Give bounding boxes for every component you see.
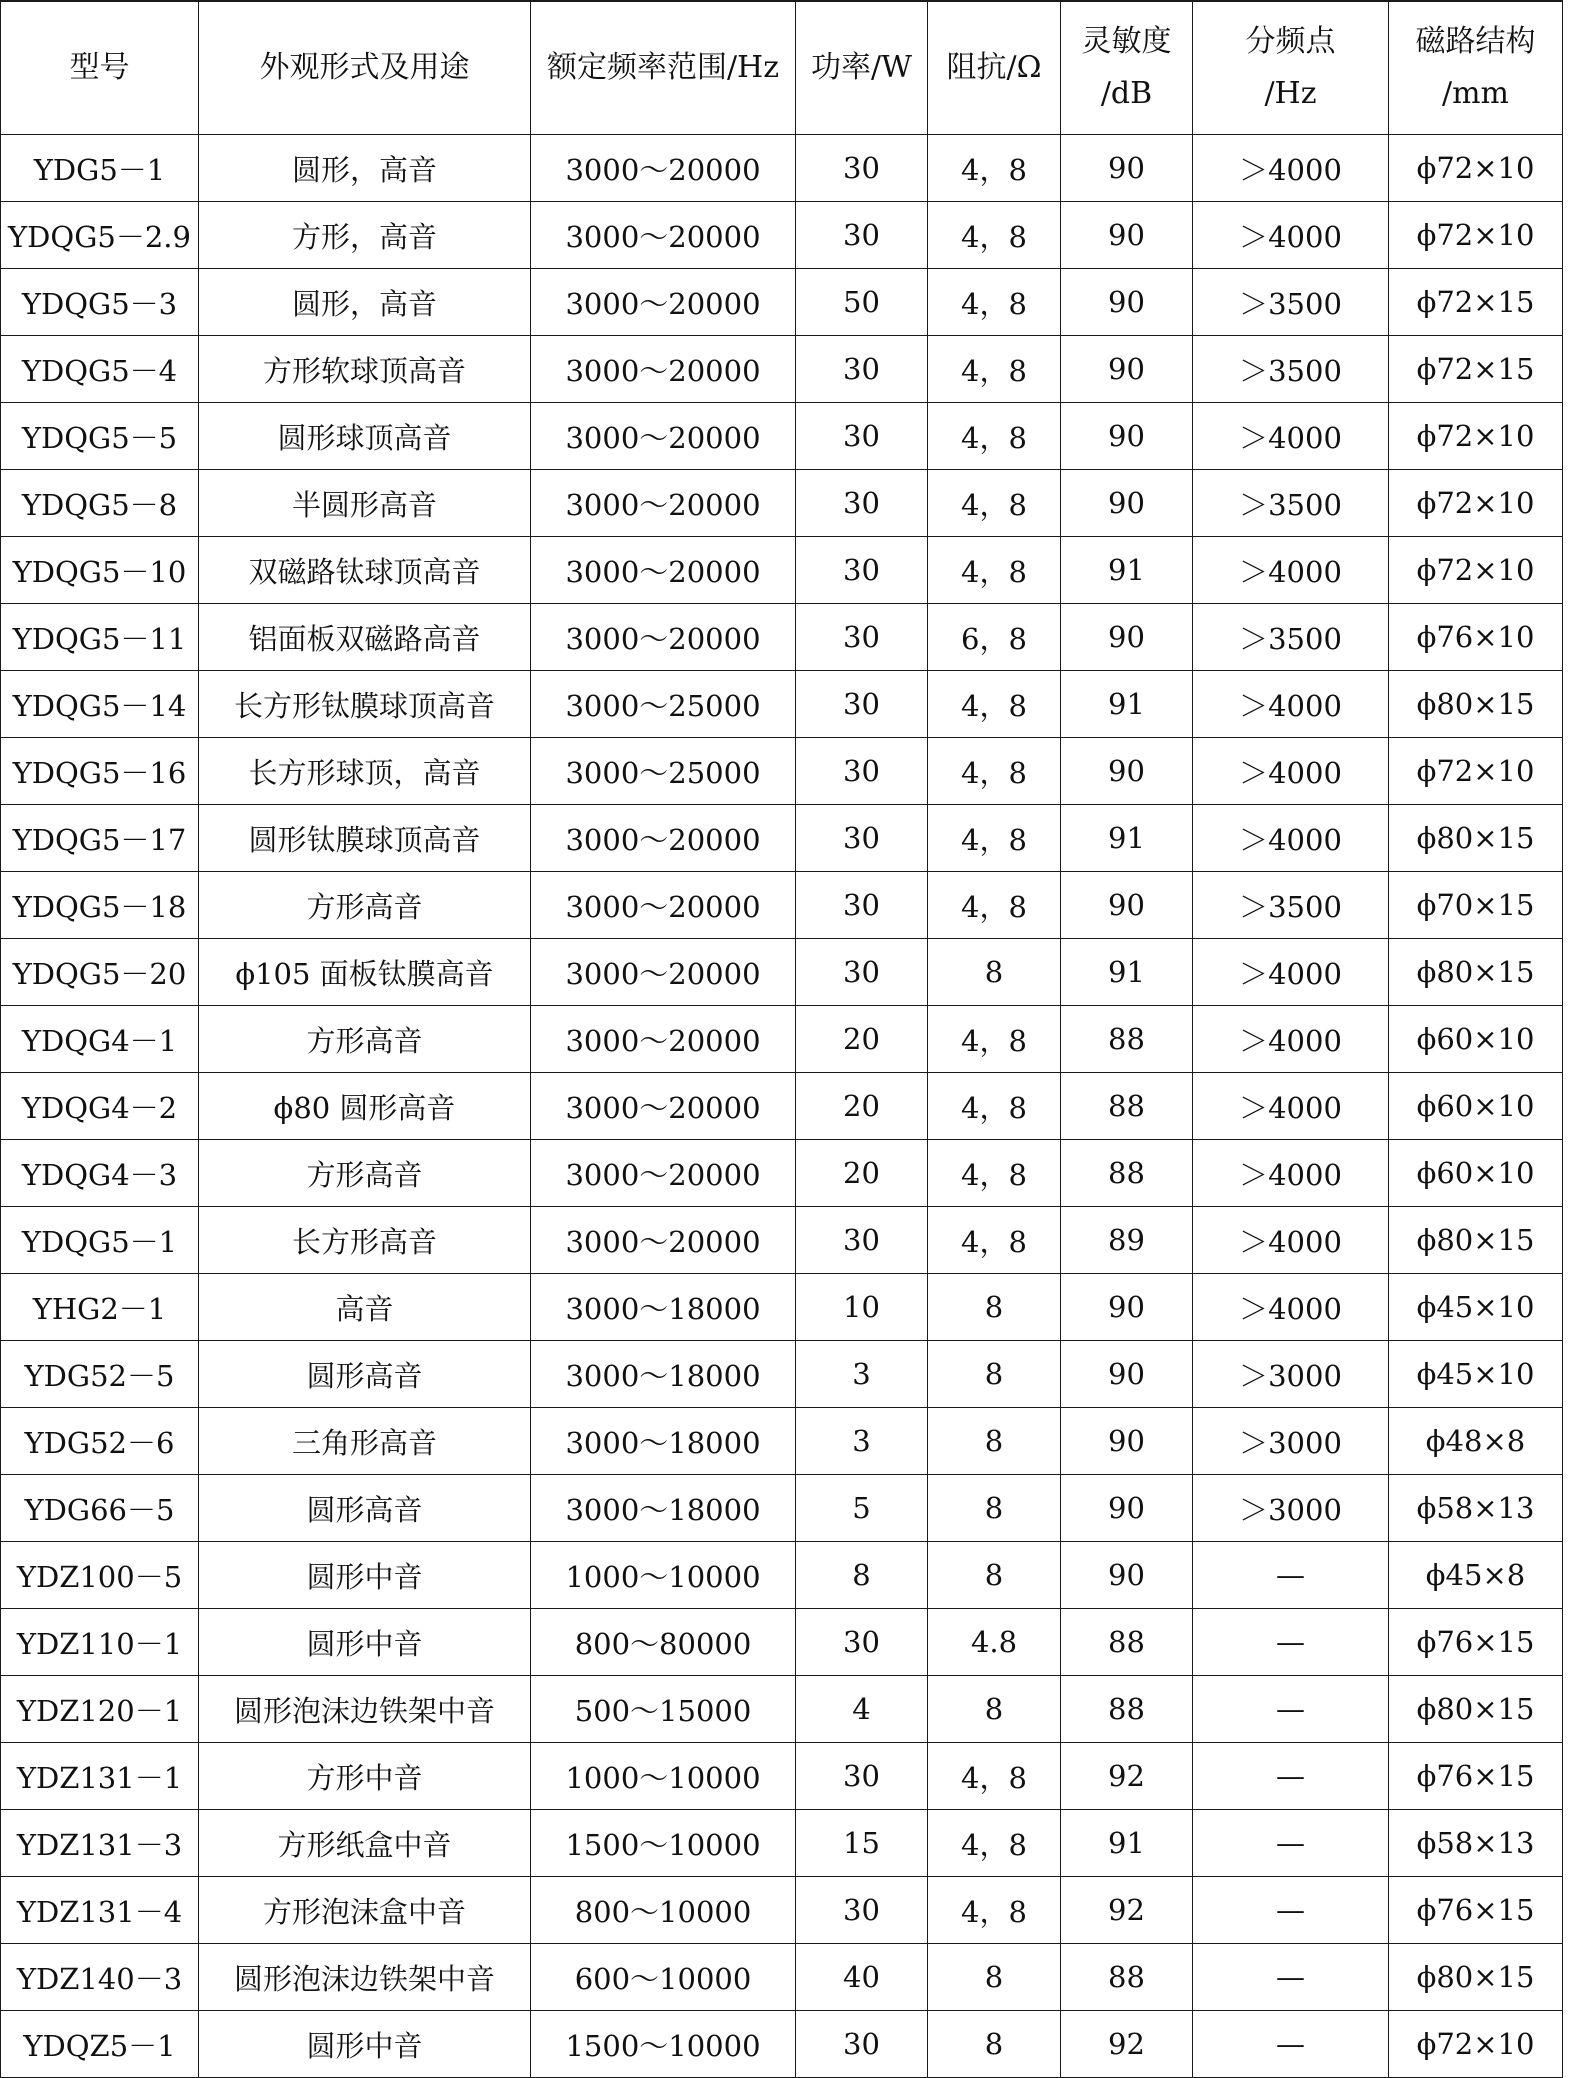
cell-impedance: 4，8 (928, 403, 1061, 470)
cell-model: YDG52－5 (1, 1341, 199, 1408)
cell-freq-range: 1000～10000 (531, 1743, 796, 1810)
cell-form-use: 半圆形高音 (199, 470, 531, 537)
cell-sensitivity: 91 (1061, 671, 1193, 738)
cell-form-use: 长方形球顶，高音 (199, 738, 531, 805)
cell-impedance: 4，8 (928, 336, 1061, 403)
cell-crossover: ＞3500 (1193, 604, 1389, 671)
cell-crossover: ＞3500 (1193, 269, 1389, 336)
table-row (1, 470, 1563, 537)
cell-crossover: ＞4000 (1193, 135, 1389, 202)
cell-power: 20 (796, 1006, 928, 1073)
cell-sensitivity: 90 (1061, 738, 1193, 805)
cell-magnet: ϕ72×10 (1389, 403, 1563, 470)
cell-crossover: ＞3000 (1193, 1408, 1389, 1475)
cell-model: YDQG5－5 (1, 403, 199, 470)
cell-impedance: 8 (928, 1274, 1061, 1341)
cell-sensitivity: 90 (1061, 1408, 1193, 1475)
cell-form-use: 方形中音 (199, 1743, 531, 1810)
cell-model: YDG66－5 (1, 1475, 199, 1542)
cell-freq-range: 3000～20000 (531, 537, 796, 604)
cell-freq-range: 3000～25000 (531, 738, 796, 805)
cell-power: 30 (796, 1877, 928, 1944)
cell-form-use: 铝面板双磁路高音 (199, 604, 531, 671)
cell-freq-range: 3000～20000 (531, 269, 796, 336)
cell-magnet: ϕ72×15 (1389, 269, 1563, 336)
cell-sensitivity: 91 (1061, 537, 1193, 604)
cell-freq-range: 3000～20000 (531, 1207, 796, 1274)
cell-power: 15 (796, 1810, 928, 1877)
table-row (1, 604, 1563, 671)
cell-power: 30 (796, 470, 928, 537)
cell-power: 30 (796, 939, 928, 1006)
cell-crossover: ＞4000 (1193, 1140, 1389, 1207)
cell-sensitivity: 88 (1061, 1073, 1193, 1140)
table-row (1, 1073, 1563, 1140)
cell-model: YDQG5－20 (1, 939, 199, 1006)
cell-freq-range: 3000～18000 (531, 1341, 796, 1408)
cell-form-use: 方形软球顶高音 (199, 336, 531, 403)
cell-power: 30 (796, 1609, 928, 1676)
cell-magnet: ϕ72×10 (1389, 738, 1563, 805)
cell-freq-range: 3000～18000 (531, 1274, 796, 1341)
table-row (1, 738, 1563, 805)
table-row (1, 1140, 1563, 1207)
cell-sensitivity: 90 (1061, 202, 1193, 269)
cell-magnet: ϕ60×10 (1389, 1073, 1563, 1140)
cell-impedance: 4.8 (928, 1609, 1061, 1676)
cell-impedance: 4，8 (928, 202, 1061, 269)
cell-power: 30 (796, 872, 928, 939)
table-row (1, 403, 1563, 470)
cell-magnet: ϕ80×15 (1389, 1944, 1563, 2011)
cell-form-use: 圆形泡沫边铁架中音 (199, 1944, 531, 2011)
cell-power: 3 (796, 1341, 928, 1408)
table-row (1, 1944, 1563, 2011)
cell-crossover: — (1193, 1542, 1389, 1609)
cell-crossover: ＞4000 (1193, 939, 1389, 1006)
cell-power: 4 (796, 1676, 928, 1743)
cell-model: YDZ100－5 (1, 1542, 199, 1609)
cell-magnet: ϕ72×10 (1389, 537, 1563, 604)
cell-sensitivity: 90 (1061, 135, 1193, 202)
table-row (1, 2011, 1563, 2078)
cell-crossover: — (1193, 2011, 1389, 2078)
cell-sensitivity: 88 (1061, 1609, 1193, 1676)
cell-freq-range: 3000～20000 (531, 1140, 796, 1207)
cell-impedance: 4，8 (928, 1743, 1061, 1810)
cell-model: YDQG5－1 (1, 1207, 199, 1274)
cell-form-use: ϕ80 圆形高音 (199, 1073, 531, 1140)
table-body (1, 135, 1563, 2078)
cell-impedance: 4，8 (928, 537, 1061, 604)
cell-model: YDQG5－2.9 (1, 202, 199, 269)
cell-sensitivity: 90 (1061, 872, 1193, 939)
cell-crossover: — (1193, 1810, 1389, 1877)
header-form-use: 外观形式及用途 (199, 1, 531, 135)
cell-sensitivity: 91 (1061, 1810, 1193, 1877)
cell-freq-range: 1000～10000 (531, 1542, 796, 1609)
cell-impedance: 4，8 (928, 738, 1061, 805)
table-header (1, 1, 1563, 135)
cell-freq-range: 3000～18000 (531, 1475, 796, 1542)
cell-crossover: — (1193, 1609, 1389, 1676)
cell-impedance: 4，8 (928, 269, 1061, 336)
table-row (1, 1006, 1563, 1073)
cell-crossover: ＞4000 (1193, 1073, 1389, 1140)
cell-form-use: 圆形高音 (199, 1475, 531, 1542)
cell-freq-range: 3000～20000 (531, 1006, 796, 1073)
cell-crossover: ＞3000 (1193, 1475, 1389, 1542)
cell-crossover: ＞3000 (1193, 1341, 1389, 1408)
cell-model: YDQG4－1 (1, 1006, 199, 1073)
cell-sensitivity: 90 (1061, 1274, 1193, 1341)
cell-impedance: 8 (928, 1475, 1061, 1542)
table-row (1, 1810, 1563, 1877)
cell-freq-range: 800～80000 (531, 1609, 796, 1676)
cell-form-use: 方形，高音 (199, 202, 531, 269)
cell-sensitivity: 88 (1061, 1676, 1193, 1743)
cell-crossover: ＞4000 (1193, 202, 1389, 269)
cell-model: YDZ131－4 (1, 1877, 199, 1944)
cell-form-use: 双磁路钛球顶高音 (199, 537, 531, 604)
cell-model: YDG52－6 (1, 1408, 199, 1475)
cell-impedance: 4，8 (928, 1877, 1061, 1944)
cell-impedance: 4，8 (928, 671, 1061, 738)
cell-power: 30 (796, 604, 928, 671)
cell-magnet: ϕ58×13 (1389, 1810, 1563, 1877)
cell-sensitivity: 88 (1061, 1944, 1193, 2011)
cell-crossover: ＞4000 (1193, 1006, 1389, 1073)
cell-power: 30 (796, 738, 928, 805)
cell-sensitivity: 88 (1061, 1140, 1193, 1207)
cell-form-use: 长方形高音 (199, 1207, 531, 1274)
table-row (1, 1341, 1563, 1408)
cell-impedance: 4，8 (928, 805, 1061, 872)
cell-freq-range: 3000～18000 (531, 1408, 796, 1475)
cell-sensitivity: 90 (1061, 1542, 1193, 1609)
cell-impedance: 4，8 (928, 1073, 1061, 1140)
cell-power: 20 (796, 1073, 928, 1140)
cell-impedance: 4，8 (928, 1810, 1061, 1877)
cell-form-use: 圆形高音 (199, 1341, 531, 1408)
cell-magnet: ϕ72×10 (1389, 135, 1563, 202)
header-power: 功率/W (796, 1, 928, 135)
cell-magnet: ϕ70×15 (1389, 872, 1563, 939)
cell-power: 30 (796, 1207, 928, 1274)
cell-power: 8 (796, 1542, 928, 1609)
header-magnet: 磁路结构 /mm (1389, 1, 1563, 135)
cell-freq-range: 3000～25000 (531, 671, 796, 738)
cell-freq-range: 3000～20000 (531, 336, 796, 403)
cell-power: 30 (796, 336, 928, 403)
cell-power: 10 (796, 1274, 928, 1341)
header-row (1, 1, 1563, 135)
cell-model: YDZ110－1 (1, 1609, 199, 1676)
cell-impedance: 4，8 (928, 1006, 1061, 1073)
cell-model: YDQG4－2 (1, 1073, 199, 1140)
cell-freq-range: 1500～10000 (531, 2011, 796, 2078)
cell-model: YDQG5－11 (1, 604, 199, 671)
cell-model: YDZ131－3 (1, 1810, 199, 1877)
table-row (1, 1408, 1563, 1475)
cell-sensitivity: 90 (1061, 1475, 1193, 1542)
table-row (1, 1207, 1563, 1274)
cell-magnet: ϕ76×10 (1389, 604, 1563, 671)
table-row (1, 1676, 1563, 1743)
cell-magnet: ϕ58×13 (1389, 1475, 1563, 1542)
cell-magnet: ϕ76×15 (1389, 1877, 1563, 1944)
cell-model: YDQG5－3 (1, 269, 199, 336)
cell-power: 20 (796, 1140, 928, 1207)
cell-magnet: ϕ72×15 (1389, 336, 1563, 403)
cell-magnet: ϕ80×15 (1389, 939, 1563, 1006)
cell-sensitivity: 90 (1061, 470, 1193, 537)
cell-freq-range: 3000～20000 (531, 939, 796, 1006)
header-sensitivity: 灵敏度 /dB (1061, 1, 1193, 135)
table-row (1, 1542, 1563, 1609)
cell-crossover: ＞4000 (1193, 805, 1389, 872)
header-model: 型号 (1, 1, 199, 135)
table-row (1, 1274, 1563, 1341)
cell-power: 30 (796, 1743, 928, 1810)
table-row (1, 537, 1563, 604)
cell-impedance: 6，8 (928, 604, 1061, 671)
cell-sensitivity: 90 (1061, 604, 1193, 671)
cell-impedance: 4，8 (928, 1140, 1061, 1207)
cell-magnet: ϕ45×10 (1389, 1274, 1563, 1341)
cell-freq-range: 3000～20000 (531, 202, 796, 269)
cell-sensitivity: 91 (1061, 805, 1193, 872)
cell-form-use: 高音 (199, 1274, 531, 1341)
cell-model: YDQG5－16 (1, 738, 199, 805)
cell-crossover: ＞4000 (1193, 1274, 1389, 1341)
cell-power: 30 (796, 805, 928, 872)
cell-crossover: ＞4000 (1193, 671, 1389, 738)
cell-magnet: ϕ72×10 (1389, 470, 1563, 537)
cell-model: YDQZ5－1 (1, 2011, 199, 2078)
cell-sensitivity: 91 (1061, 939, 1193, 1006)
cell-sensitivity: 92 (1061, 2011, 1193, 2078)
cell-form-use: 圆形球顶高音 (199, 403, 531, 470)
cell-impedance: 4，8 (928, 872, 1061, 939)
cell-impedance: 4，8 (928, 135, 1061, 202)
cell-form-use: 圆形泡沫边铁架中音 (199, 1676, 531, 1743)
table-row (1, 135, 1563, 202)
cell-impedance: 8 (928, 939, 1061, 1006)
cell-impedance: 4，8 (928, 470, 1061, 537)
cell-form-use: 圆形中音 (199, 1542, 531, 1609)
cell-magnet: ϕ80×15 (1389, 1207, 1563, 1274)
cell-crossover: ＞4000 (1193, 537, 1389, 604)
cell-model: YDZ140－3 (1, 1944, 199, 2011)
cell-power: 30 (796, 135, 928, 202)
cell-sensitivity: 92 (1061, 1743, 1193, 1810)
cell-sensitivity: 90 (1061, 269, 1193, 336)
cell-crossover: — (1193, 1676, 1389, 1743)
header-freq-range: 额定频率范围/Hz (531, 1, 796, 135)
table-row (1, 805, 1563, 872)
cell-form-use: 三角形高音 (199, 1408, 531, 1475)
cell-power: 30 (796, 2011, 928, 2078)
cell-power: 5 (796, 1475, 928, 1542)
table-row (1, 671, 1563, 738)
table-row (1, 939, 1563, 1006)
cell-freq-range: 1500～10000 (531, 1810, 796, 1877)
header-impedance: 阻抗/Ω (928, 1, 1061, 135)
cell-magnet: ϕ76×15 (1389, 1609, 1563, 1676)
cell-crossover: — (1193, 1743, 1389, 1810)
cell-freq-range: 500～15000 (531, 1676, 796, 1743)
cell-form-use: 长方形钛膜球顶高音 (199, 671, 531, 738)
cell-impedance: 8 (928, 1542, 1061, 1609)
cell-crossover: ＞4000 (1193, 1207, 1389, 1274)
table-row (1, 872, 1563, 939)
cell-impedance: 8 (928, 1944, 1061, 2011)
cell-form-use: 方形高音 (199, 1140, 531, 1207)
cell-power: 50 (796, 269, 928, 336)
cell-crossover: ＞3500 (1193, 336, 1389, 403)
table-row (1, 202, 1563, 269)
cell-form-use: 方形高音 (199, 1006, 531, 1073)
cell-freq-range: 3000～20000 (531, 805, 796, 872)
table-row (1, 1877, 1563, 1944)
cell-form-use: 圆形，高音 (199, 135, 531, 202)
header-crossover: 分频点 /Hz (1193, 1, 1389, 135)
cell-form-use: 方形高音 (199, 872, 531, 939)
cell-magnet: ϕ48×8 (1389, 1408, 1563, 1475)
cell-freq-range: 3000～20000 (531, 872, 796, 939)
cell-freq-range: 3000～20000 (531, 135, 796, 202)
table-row (1, 1475, 1563, 1542)
cell-sensitivity: 90 (1061, 1341, 1193, 1408)
cell-model: YDZ131－1 (1, 1743, 199, 1810)
cell-sensitivity: 88 (1061, 1006, 1193, 1073)
cell-crossover: — (1193, 1877, 1389, 1944)
cell-model: YDG5－1 (1, 135, 199, 202)
cell-magnet: ϕ72×10 (1389, 202, 1563, 269)
cell-model: YDQG5－10 (1, 537, 199, 604)
cell-form-use: 圆形，高音 (199, 269, 531, 336)
cell-power: 40 (796, 1944, 928, 2011)
cell-magnet: ϕ60×10 (1389, 1140, 1563, 1207)
cell-freq-range: 3000～20000 (531, 470, 796, 537)
cell-power: 30 (796, 537, 928, 604)
cell-model: YDQG5－17 (1, 805, 199, 872)
cell-model: YHG2－1 (1, 1274, 199, 1341)
table-row (1, 336, 1563, 403)
cell-freq-range: 800～10000 (531, 1877, 796, 1944)
cell-sensitivity: 90 (1061, 403, 1193, 470)
table-row (1, 1609, 1563, 1676)
table-row (1, 1743, 1563, 1810)
cell-freq-range: 3000～20000 (531, 1073, 796, 1140)
cell-power: 3 (796, 1408, 928, 1475)
cell-power: 30 (796, 403, 928, 470)
cell-sensitivity: 89 (1061, 1207, 1193, 1274)
cell-model: YDQG5－14 (1, 671, 199, 738)
cell-crossover: ＞4000 (1193, 403, 1389, 470)
cell-magnet: ϕ45×10 (1389, 1341, 1563, 1408)
cell-model: YDQG5－8 (1, 470, 199, 537)
cell-impedance: 8 (928, 2011, 1061, 2078)
cell-model: YDZ120－1 (1, 1676, 199, 1743)
table-row (1, 269, 1563, 336)
cell-crossover: ＞4000 (1193, 738, 1389, 805)
cell-sensitivity: 92 (1061, 1877, 1193, 1944)
cell-crossover: — (1193, 1944, 1389, 2011)
cell-form-use: 圆形钛膜球顶高音 (199, 805, 531, 872)
cell-form-use: 方形纸盒中音 (199, 1810, 531, 1877)
cell-sensitivity: 90 (1061, 336, 1193, 403)
cell-model: YDQG5－18 (1, 872, 199, 939)
cell-freq-range: 3000～20000 (531, 604, 796, 671)
cell-form-use: ϕ105 面板钛膜高音 (199, 939, 531, 1006)
cell-magnet: ϕ80×15 (1389, 805, 1563, 872)
cell-form-use: 方形泡沫盒中音 (199, 1877, 531, 1944)
cell-crossover: ＞3500 (1193, 470, 1389, 537)
cell-model: YDQG5－4 (1, 336, 199, 403)
cell-model: YDQG4－3 (1, 1140, 199, 1207)
cell-magnet: ϕ80×15 (1389, 1676, 1563, 1743)
cell-magnet: ϕ72×10 (1389, 2011, 1563, 2078)
cell-freq-range: 3000～20000 (531, 403, 796, 470)
cell-form-use: 圆形中音 (199, 2011, 531, 2078)
cell-impedance: 4，8 (928, 1207, 1061, 1274)
cell-impedance: 8 (928, 1408, 1061, 1475)
cell-magnet: ϕ76×15 (1389, 1743, 1563, 1810)
cell-crossover: ＞3500 (1193, 872, 1389, 939)
cell-freq-range: 600～10000 (531, 1944, 796, 2011)
cell-impedance: 8 (928, 1676, 1061, 1743)
cell-impedance: 8 (928, 1341, 1061, 1408)
cell-power: 30 (796, 202, 928, 269)
cell-power: 30 (796, 671, 928, 738)
cell-magnet: ϕ80×15 (1389, 671, 1563, 738)
cell-magnet: ϕ45×8 (1389, 1542, 1563, 1609)
cell-magnet: ϕ60×10 (1389, 1006, 1563, 1073)
cell-form-use: 圆形中音 (199, 1609, 531, 1676)
